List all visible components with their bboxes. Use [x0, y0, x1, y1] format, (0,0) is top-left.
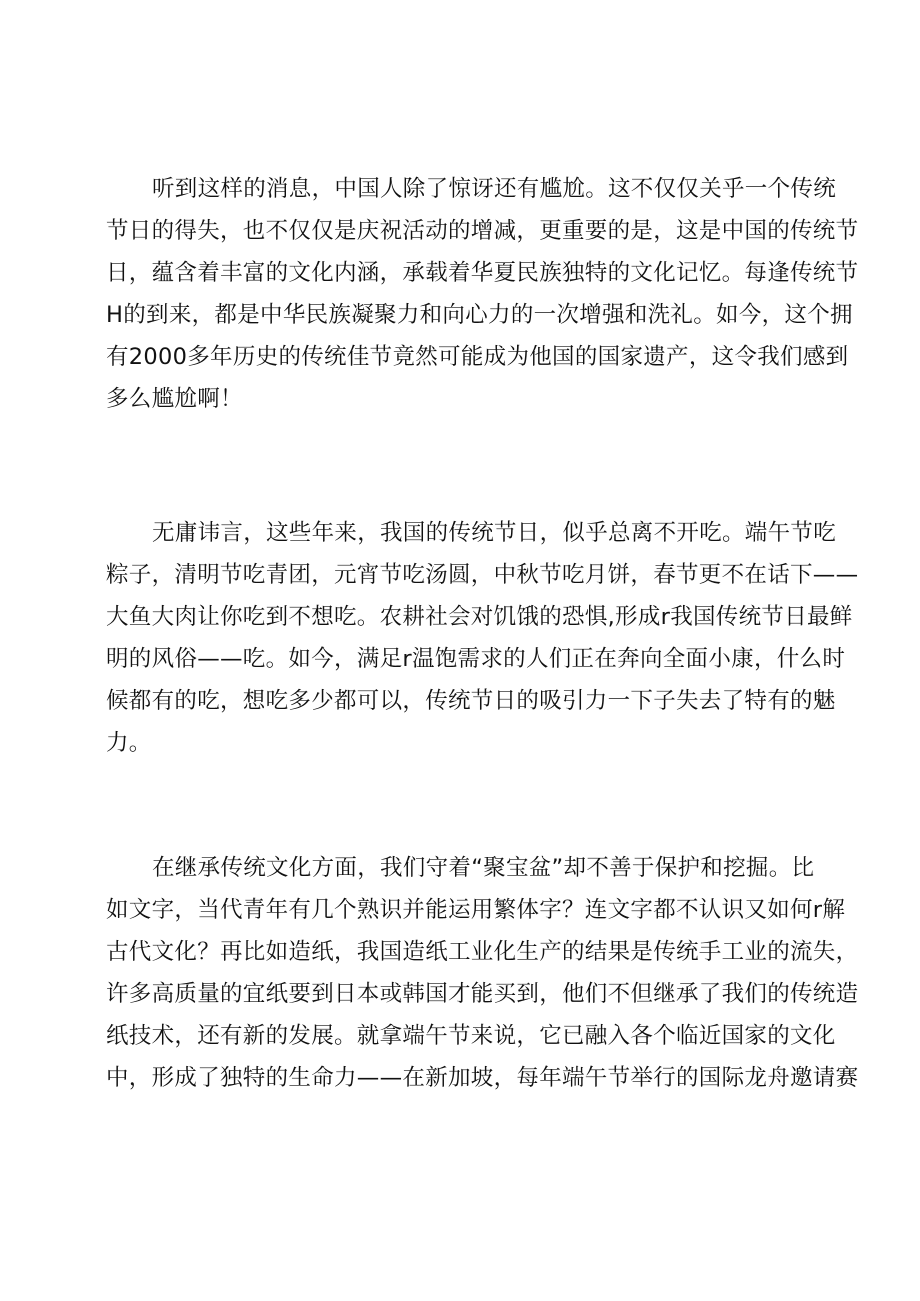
text-line: 如文字，当代青年有几个熟识并能运用繁体字？连文字都不认识又如何r解	[106, 897, 846, 923]
text-line: 古代文化？再比如造纸，我国造纸工业化生产的结果是传统手工业的流失，	[106, 939, 859, 965]
paragraph-3	[106, 847, 859, 1099]
text-line: 明的风俗——吃。如今，满足r温饱需求的人们正在奔向全面小康，什么时	[106, 646, 846, 672]
text-line: 大鱼大肉让你吃到不想吃。农耕社会对饥饿的恐惧,形成r我国传统节日最鲜	[106, 604, 853, 630]
text-line: 纸技术，还有新的发展。就拿端午节来说，它已融入各个临近国家的文化	[106, 1023, 836, 1049]
text-line: 候都有的吃，想吃多少都可以，传统节日的吸引力一下子失去了特有的魅	[106, 688, 836, 714]
text-line: 无庸讳言，这些年来，我国的传统节日，似乎总离不开吃。端午节吃	[152, 520, 837, 546]
text-line: 日，蕴含着丰富的文化内涵，承载着华夏民族独特的文化记忆。每逢传统节	[106, 260, 859, 286]
paragraph-2	[106, 512, 859, 764]
paragraph-1	[106, 168, 859, 420]
text-line: 节日的得失，也不仅仅是庆祝活动的增减，更重要的是，这是中国的传统节	[106, 218, 859, 244]
text-line: 多么尴尬啊！	[106, 386, 243, 412]
text-line: H的到来，都是中华民族凝聚力和向心力的一次增强和洗礼。如今，这个拥	[106, 302, 853, 328]
text-line: 力。	[106, 730, 152, 756]
text-line: 在继承传统文化方面，我们守着“聚宝盆”却不善于保护和挖掘。比	[152, 855, 815, 881]
text-line: 许多高质量的宜纸要到日本或韩国才能买到，他们不但继承了我们的传统造	[106, 981, 859, 1007]
text-line: 粽子，清明节吃青团，元宵节吃汤圆，中秋节吃月饼，春节更不在话下——	[106, 562, 859, 588]
text-line: 有2000多年历史的传统佳节竟然可能成为他国的国家遗产，这令我们感到	[106, 344, 849, 370]
text-line: 中，形成了独特的生命力——在新加坡，每年端午节举行的国际龙舟邀请赛	[106, 1065, 859, 1091]
text-line: 听到这样的消息，中国人除了惊讶还有尴尬。这不仅仅关乎一个传统	[152, 176, 837, 202]
